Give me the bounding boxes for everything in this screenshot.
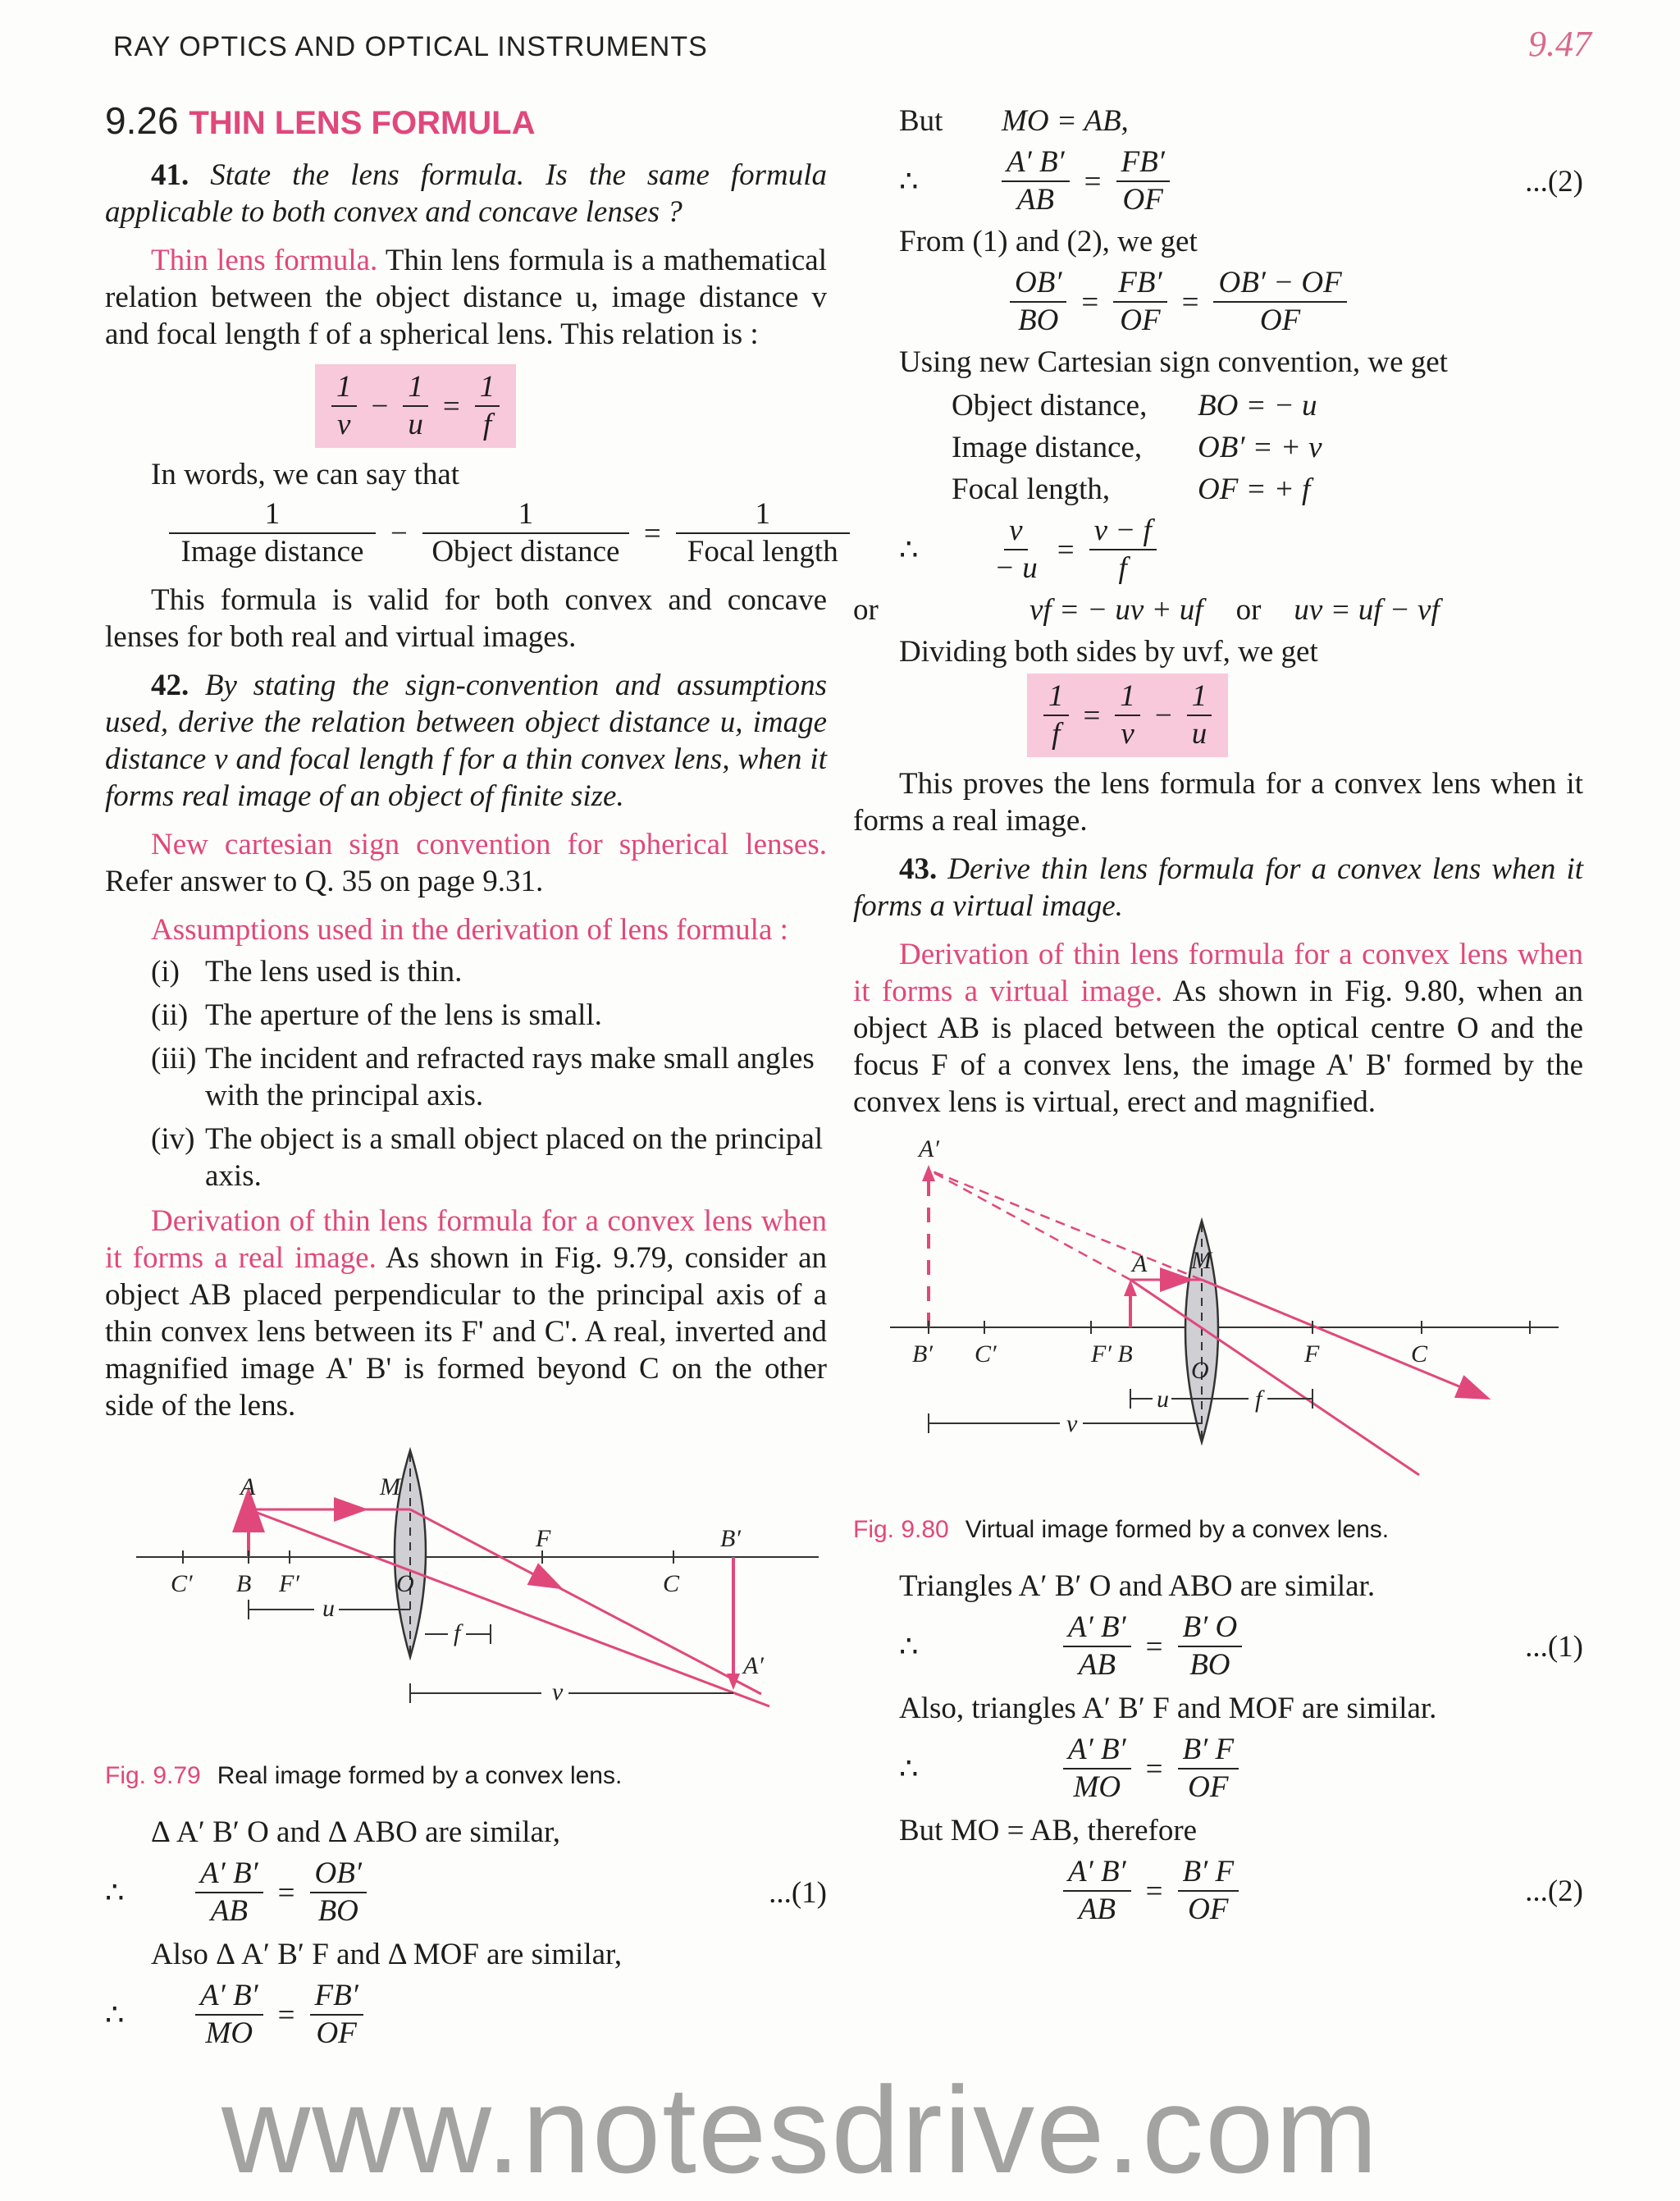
label-F: F [1304,1340,1320,1368]
eq2-number-virtual: ...(2) [1525,1874,1583,1908]
eq1-number-virtual: ...(1) [1525,1629,1583,1664]
figure-9-80 [853,1132,1575,1501]
list-item [151,1040,827,1114]
eq2-number: ...(2) [1525,164,1583,199]
from-1-2: From (1) and (2), we get [899,225,1198,258]
eq-combined: $\frac{OB'}{BO}$ = $\frac{FB'}{OF}$ = $\frac{OB' - OF}{OF}$ [1005,265,1583,339]
dividing: Dividing both sides by uvf, we get [899,635,1318,669]
label-B1: B′ [720,1525,741,1552]
left-column [105,99,838,2057]
list-text: The incident and refracted rays make small angles with the principal axis. [205,1042,815,1112]
eq-virtual-mo: ∴ $\frac{A' B'}{MO}$ = $\frac{B' F}{OF}$ [853,1732,1583,1806]
ray-refracted [1202,1280,1475,1393]
label-M: M [380,1473,400,1500]
running-header: RAY OPTICS AND OPTICAL INSTRUMENTS [113,31,708,62]
deriv-body: As shown in Fig. 9.79, consider an object AB placed perpendicular to the principal axis of a thin convex lens between its F' and C'. A real, inverted and magnified image A' B' is formed beyond C on the other side of the lens. [105,1241,827,1422]
deriv-lead: Derivation of thin lens formula for a convex lens when it forms a real image. [105,1204,827,1275]
eq-virtual-1: ∴ $\frac{A' B'}{AB}$ = $\frac{B' O}{BO}$ ...(1) [899,1610,1583,1682]
eq-v-over-u: ∴ $\frac{v}{- u}$ = $\frac{v - f}{f}$ [853,513,1583,587]
fig80-caption [853,1511,1583,1548]
label-f: f [1255,1386,1262,1413]
conv-label: Object distance, [952,389,1148,422]
label-C1: C′ [171,1570,193,1597]
fig79-number: Fig. 9.79 [105,1762,201,1789]
label-f: f [454,1619,461,1646]
word-object-distance: Object distance [431,535,620,569]
label-A: A [1132,1250,1148,1277]
list-label: (iv) [151,1122,195,1156]
label-A1: A′ [743,1652,764,1679]
convention-values [952,387,1583,508]
q43-answer [853,936,1583,1121]
lens-formula-box-2: $\frac{1}{f}$ = $\frac{1}{v}$ − $\frac{1}{u}$ [1027,674,1583,757]
list-item [151,1121,827,1194]
q43-lead: Derivation of thin lens formula for a convex lens when it forms a virtual image. [853,938,1583,1008]
fig80-number: Fig. 9.80 [853,1516,949,1543]
word-focal-length: Focal length [687,535,838,569]
label-O: O [396,1570,414,1597]
conv-value: BO = − u [1198,389,1317,422]
but-label: But [899,104,943,138]
label-B: B [236,1570,252,1597]
label-A1: A′ [919,1135,939,1162]
word-image-distance: Image distance [180,535,364,569]
conv-label: Focal length, [952,473,1111,506]
label-F1B: F′ B [1091,1340,1133,1368]
figure-9-79 [105,1436,827,1747]
but-mo-ab [853,103,1583,139]
section-title: THIN LENS FORMULA [189,105,536,141]
label-C: C [1411,1340,1428,1368]
label-F: F [536,1525,551,1552]
label-v: v [552,1678,564,1706]
list-item [151,953,827,990]
fig79-caption [105,1757,827,1794]
label-v: v [1066,1410,1078,1437]
q41-number: 41. [151,158,189,192]
list-text: The lens used is thin. [205,955,463,989]
or-label-2: or [1235,593,1262,627]
eq-ab-of: ∴ $\frac{A' B'}{AB}$ = $\frac{FB'}{OF}$ ...(2) [899,145,1583,217]
words-formula: $\frac{1}{\text{Image distance}}$ − $\frac{1}{\text{Object distance}}$ = $\frac{1}{\text{Focal length}}$ [164,496,827,570]
q43-text: Derive thin lens formula for a convex lens when it forms a virtual image. [853,852,1583,923]
list-item [151,997,827,1034]
eq-virtual-2: $\frac{A' B'}{AB}$ = $\frac{B' F}{OF}$ ...(2) [853,1854,1583,1928]
fig80-caption-text: Virtual image formed by a convex lens. [965,1516,1390,1543]
proves-text: This proves the lens formula for a convex lens when it forms a real image. [853,767,1583,838]
label-A: A [240,1473,256,1500]
section-number: 9.26 [105,99,179,142]
q41-valid: This formula is valid for both convex and concave lenses for both real and virtual images. [105,583,827,654]
q41-answer [105,242,827,353]
label-B1: B′ [912,1340,933,1368]
using-convention: Using new Cartesian sign convention, we get [899,345,1448,379]
question-43 [853,851,1583,925]
eq-vf: vf = − uv + uf [1029,593,1203,627]
eq1-number: ...(1) [769,1875,827,1910]
q42-number: 42. [151,669,189,702]
list-label: (iii) [151,1042,197,1075]
watermark: www.notesdrive.com [221,2061,1380,2199]
question-42 [105,667,827,815]
eq-ab-bo-1: ∴ $\frac{A' B'}{AB}$ = $\frac{OB'}{BO}$ ...(1) [105,1856,827,1928]
q41-body: Thin lens formula is a mathematical relation between the object distance u, image distance v and focal length f of a spherical lens. This relation is : [105,244,827,351]
sign-lead: New cartesian sign convention for spherical lenses. [151,828,827,861]
question-41 [105,157,827,231]
eq-uv: uv = uf − vf [1294,593,1440,627]
label-F1: F′ [279,1570,299,1597]
section-heading [105,99,827,142]
right-column [853,103,1583,1933]
or-label: or [853,593,879,627]
q43-body: As shown in Fig. 9.80, when an object AB is placed between the optical centre O and the focus F of a convex lens, the image A' B' formed by the convex lens is virtual, erect and magnified. [853,975,1583,1119]
ray-refracted [410,1509,761,1694]
label-O: O [1191,1357,1209,1384]
fig79-caption-text: Real image formed by a convex lens. [217,1762,623,1789]
conv-label: Image distance, [952,431,1143,464]
label-M: M [1191,1247,1212,1274]
list-text: The object is a small object placed on the principal axis. [205,1122,824,1193]
label-u: u [322,1595,335,1622]
assumptions-lead: Assumptions used in the derivation of lens formula : [151,913,788,947]
q43-number: 43. [899,852,938,886]
but-therefore: But MO = AB, therefore [899,1814,1198,1847]
q42-derivation [105,1203,827,1424]
similar-1: Δ A′ B′ O and Δ ABO are similar, [151,1815,561,1849]
conv-value: OB′ = + v [1198,431,1322,464]
sign-body: Refer answer to Q. 35 on page 9.31. [105,865,544,898]
assumptions-list [105,953,827,1194]
q42-text: By stating the sign-convention and assumptions used, derive the relation between object distance u, image distance v and focal length f for a thin convex lens, when it forms real image of an object of finite size. [105,669,827,813]
label-C: C [663,1570,680,1597]
triangles-2: Also, triangles A′ B′ F and MOF are similar. [899,1692,1437,1725]
sign-convention [105,826,827,900]
label-C1: C′ [975,1340,997,1368]
ray-back-extension [929,1170,1202,1280]
triangles-1: Triangles A′ B′ O and ABO are similar. [899,1569,1376,1603]
mo-ab: MO = AB, [1002,104,1129,138]
q41-text: State the lens formula. Is the same formula applicable to both convex and concave lenses ? [105,158,828,229]
list-label: (ii) [151,998,189,1032]
eq-mo-of: ∴ $\frac{A' B'}{MO}$ = $\frac{FB'}{OF}$ [105,1978,827,2052]
page-number: 9.47 [1528,24,1591,64]
list-label: (i) [151,955,180,989]
list-text: The aperture of the lens is small. [205,998,602,1032]
similar-2: Also Δ A′ B′ F and Δ MOF are similar, [151,1938,623,1971]
in-words: In words, we can say that [151,458,460,491]
label-u: u [1157,1386,1169,1413]
eq-vf-row [853,591,1583,628]
lens-formula-box: $\frac{1}{v}$ − $\frac{1}{u}$ = $\frac{1}{f}$ [315,364,827,448]
q41-lead: Thin lens formula. [151,244,378,277]
conv-value: OF = + f [1198,473,1311,506]
